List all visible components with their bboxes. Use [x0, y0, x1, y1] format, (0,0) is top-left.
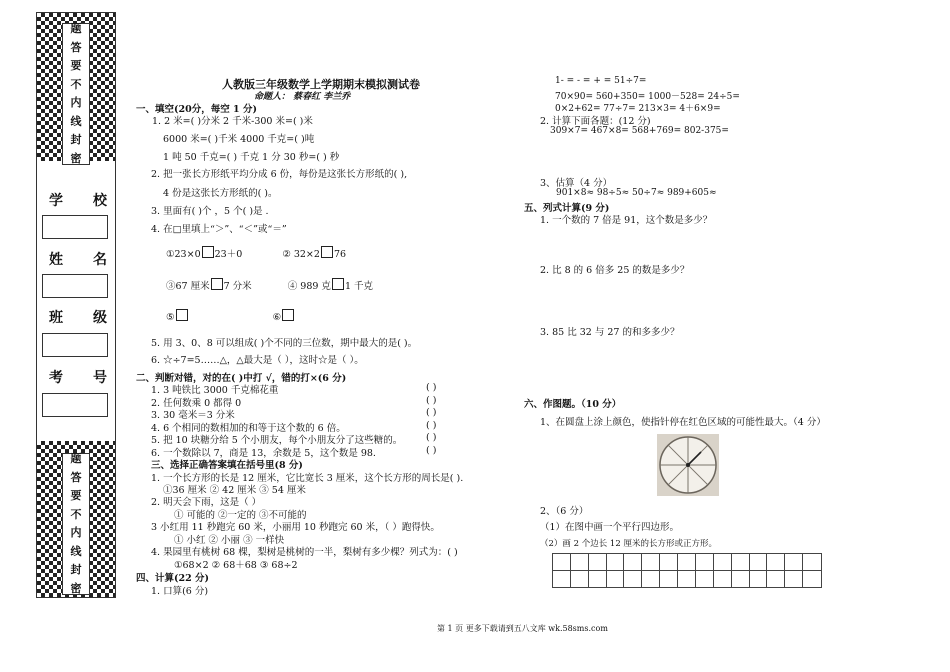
judge-paren-2[interactable]: ( ) — [426, 395, 437, 406]
q1-line-2: 6000 米=( )千米 4000 千克=( )吨 — [163, 134, 315, 145]
choice-1-options: ①36 厘米 ② 42 厘米 ③ 54 厘米 — [163, 485, 306, 496]
judge-3: 3. 30 毫米＝3 分米 — [151, 410, 235, 421]
school-field[interactable] — [42, 215, 108, 239]
judge-6: 6. 一个数除以 7，商是 13，余数是 5，这个数是 98. — [151, 448, 376, 459]
q2-line-2: 4 份是这张长方形纸的( )。 — [163, 188, 278, 199]
oral-calc-row-3: 0×2+62= 77÷7= 213×3= 4＋6×9= — [555, 104, 721, 114]
exam-authors: 命题人： 蔡春红 李兰乔 — [254, 92, 351, 102]
q3-line: 3. 里面有( )个 ，5 个( )是 . — [151, 206, 269, 217]
estimate-row: 901×8≈ 98÷5≈ 50÷7≈ 989+605≈ — [556, 188, 717, 198]
oral-calc-row-2: 70×90= 560+350= 1000－528= 24÷5= — [555, 92, 740, 102]
choice-3-options: ① 小红 ② 小丽 ③ 一样快 — [174, 535, 285, 546]
seal-notice-bottom: 题 答 要 不 内 线 封 密 — [62, 453, 90, 595]
section-6-heading: 六、作图题。（10 分） — [524, 399, 622, 410]
exam-number-field[interactable] — [42, 393, 108, 417]
judge-paren-5[interactable]: ( ) — [426, 432, 437, 443]
q4-instruction: 4. 在□里填上“＞”、“＜”或“＝” — [151, 224, 287, 235]
section-4-heading: 四、计算(22 分) — [136, 573, 210, 584]
judge-5: 5. 把 10 块糖分给 5 个小朋友，每个小朋友分了这些糖的。 — [151, 435, 403, 446]
q5-line: 5. 用 3、0、8 可以组成( )个不同的三位数，期中最大的是( )。 — [151, 338, 418, 349]
q2-line-1: 2. 把一张长方形纸平均分成 6 份，每份是这张长方形纸的( ), — [151, 169, 408, 180]
name-label: 姓 名 — [49, 252, 107, 268]
drawing-task-2: 2、（6 分） — [540, 506, 589, 517]
q6-line: 6. ☆÷7=5……△，△最大是（ ），这时☆是（ ）。 — [151, 355, 364, 366]
choice-4: 4. 果园里有桃树 68 棵，梨树是桃树的一半，梨树有多少棵？列式为：( ) — [151, 547, 458, 558]
compare-row-2: ③67 厘米 7 分米 ④ 989 克 1 千克 — [166, 278, 373, 292]
estimate-heading: 3、估算（4 分） — [540, 178, 613, 189]
compare-box[interactable] — [202, 246, 214, 258]
judge-paren-3[interactable]: ( ) — [426, 407, 437, 418]
section-1-heading: 一、填空(20分，每空 1 分) — [136, 104, 257, 115]
compare-box[interactable] — [282, 309, 294, 321]
page-footer: 第 1 页 更多下载请到五八文库 wk.58sms.com — [437, 624, 608, 633]
word-problem-3: 3. 85 比 32 与 27 的和多多少？ — [540, 327, 680, 338]
oral-calc-row-1: 1- = - = + = 51÷7= — [555, 76, 647, 86]
spinner-wheel-image — [657, 434, 719, 496]
judge-paren-6[interactable]: ( ) — [426, 445, 437, 456]
section-2-heading: 二、判断对错，对的在( )中打 √，错的打×(6 分) — [136, 373, 347, 384]
drawing-task-2-part-1: （1）在图中画一个平行四边形。 — [540, 522, 680, 533]
binding-strip — [36, 12, 116, 598]
written-calc-heading: 2. 计算下面各题：(12 分) — [540, 116, 651, 127]
choice-4-options: ①68×2 ② 68＋68 ③ 68÷2 — [174, 560, 298, 571]
choice-1: 1. 一个长方形的长是 12 厘米，它比宽长 3 厘米，这个长方形的周长是( ). — [151, 473, 464, 484]
judge-1: 1. 3 吨铁比 3000 千克棉花重 — [151, 385, 279, 396]
drawing-task-2-part-2: （2）画 2 个边长 12 厘米的长方形或正方形。 — [540, 539, 717, 549]
section-3-heading: 三、选择正确答案填在括号里(8 分) — [151, 460, 303, 471]
class-field[interactable] — [42, 333, 108, 357]
q1-line-3: 1 吨 50 千克=( ) 千克 1 分 30 秒=( ) 秒 — [163, 152, 340, 163]
word-problem-2: 2. 比 8 的 6 倍多 25 的数是多少？ — [540, 265, 690, 276]
drawing-grid[interactable] — [552, 553, 822, 588]
drawing-task-1: 1、在圆盘上涂上颜色，使指针停在红色区域的可能性最大。（4 分） — [540, 417, 826, 428]
written-calc-row: 309×7= 467×8= 568+769= 802-375= — [550, 126, 729, 136]
word-problem-1: 1. 一个数的 7 倍是 91，这个数是多少？ — [540, 215, 713, 226]
name-field[interactable] — [42, 274, 108, 298]
choice-2-options: ① 可能的 ②一定的 ③不可能的 — [174, 510, 307, 521]
judge-4: 4. 6 个相同的数相加的和等于这个数的 6 倍。 — [151, 423, 346, 434]
choice-2: 2. 明天会下雨，这是（ ） — [151, 497, 262, 508]
compare-row-1: ①23×0 23＋0 ② 32×2 76 — [166, 246, 346, 260]
judge-paren-1[interactable]: ( ) — [426, 382, 437, 393]
class-label: 班 级 — [49, 310, 107, 326]
exam-number-label: 考 号 — [49, 370, 107, 386]
compare-box[interactable] — [211, 278, 223, 290]
exam-title: 人教版三年级数学上学期期末模拟测试卷 — [222, 78, 420, 91]
seal-notice-top: 题 答 要 不 内 线 封 密 — [62, 23, 90, 165]
section-5-heading: 五、列式计算(9 分) — [524, 203, 610, 214]
q1-line-1: 1. 2 米=( )分米 2 千米-300 米=( )米 — [152, 116, 313, 127]
compare-box[interactable] — [176, 309, 188, 321]
compare-box[interactable] — [321, 246, 333, 258]
judge-paren-4[interactable]: ( ) — [426, 420, 437, 431]
compare-box[interactable] — [332, 278, 344, 290]
choice-3: 3 小红用 11 秒跑完 60 米，小丽用 10 秒跑完 60 米，（ ）跑得快。 — [151, 522, 440, 533]
compare-row-3: ⑤ ⑥ — [166, 309, 295, 323]
oral-calc-heading: 1. 口算(6 分) — [151, 586, 209, 597]
school-label: 学 校 — [49, 193, 107, 209]
judge-2: 2. 任何数乘 0 都得 0 — [151, 398, 242, 409]
